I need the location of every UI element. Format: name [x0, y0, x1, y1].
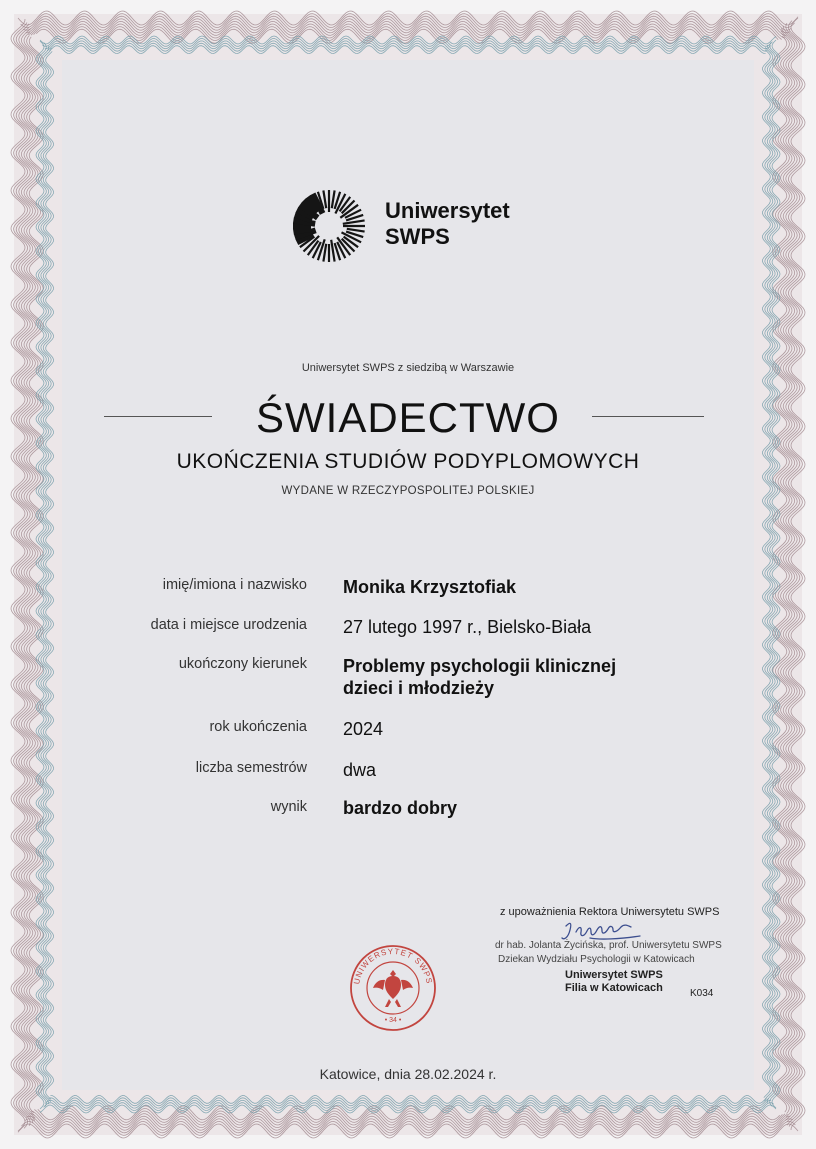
certificate-subtitle: UKOŃCZENIA STUDIÓW PODYPLOMOWYCH [176, 450, 640, 473]
eagle-seal-icon [347, 942, 439, 1034]
swps-sunburst-icon [289, 186, 369, 266]
authorization-line: z upoważnienia Rektora Uniwersytetu SWPS [500, 906, 720, 918]
logo-line-1: Uniwersytet [385, 198, 510, 223]
semesters-label: liczba semestrów [195, 760, 307, 776]
birth-value: 27 lutego 1997 r., Bielsko-Biała [343, 617, 592, 637]
university-stamp-line: Uniwersytet SWPS [565, 969, 663, 981]
name-value: Monika Krzysztofiak [343, 577, 517, 597]
title-row [0, 388, 816, 448]
issued-line: WYDANE W RZECZYPOSPOLITEJ POLSKIEJ [281, 485, 535, 497]
result-value: bardzo dobry [343, 798, 458, 818]
branch-stamp-line: Filia w Katowicach [565, 982, 663, 994]
semesters-value: dwa [343, 760, 377, 780]
dean-title-line: Dziekan Wydziału Psychologii w Katowicach [498, 954, 695, 965]
program-value [343, 655, 723, 699]
program-label: ukończony kierunek [178, 656, 307, 672]
seal-text: UNIWERSYTET SWPS [352, 946, 434, 986]
university-logo-text [385, 198, 510, 250]
result-label: wynik [270, 799, 307, 815]
name-label: imię/imiona i nazwisko [162, 577, 307, 593]
logo-line-2: SWPS [385, 224, 450, 249]
dean-name-line: dr hab. Jolanta Życińska, prof. Uniwersytetu SWPS [495, 940, 722, 951]
place-and-date: Katowice, dnia 28.02.2024 r. [319, 1066, 497, 1082]
year-value: 2024 [343, 719, 384, 739]
svg-text:• 34 •: • 34 • [384, 1017, 402, 1024]
program-line-1: Problemy psychologii klinicznej [343, 656, 617, 676]
document-code: K034 [690, 988, 714, 999]
certificate-title: ŚWIADECTWO [256, 394, 560, 441]
birth-label: data i miejsce urodzenia [150, 617, 307, 633]
year-label: rok ukończenia [209, 719, 307, 735]
program-line-2: dzieci i młodzieży [343, 678, 495, 698]
university-seat-line: Uniwersytet SWPS z siedzibą w Warszawie [301, 362, 515, 374]
